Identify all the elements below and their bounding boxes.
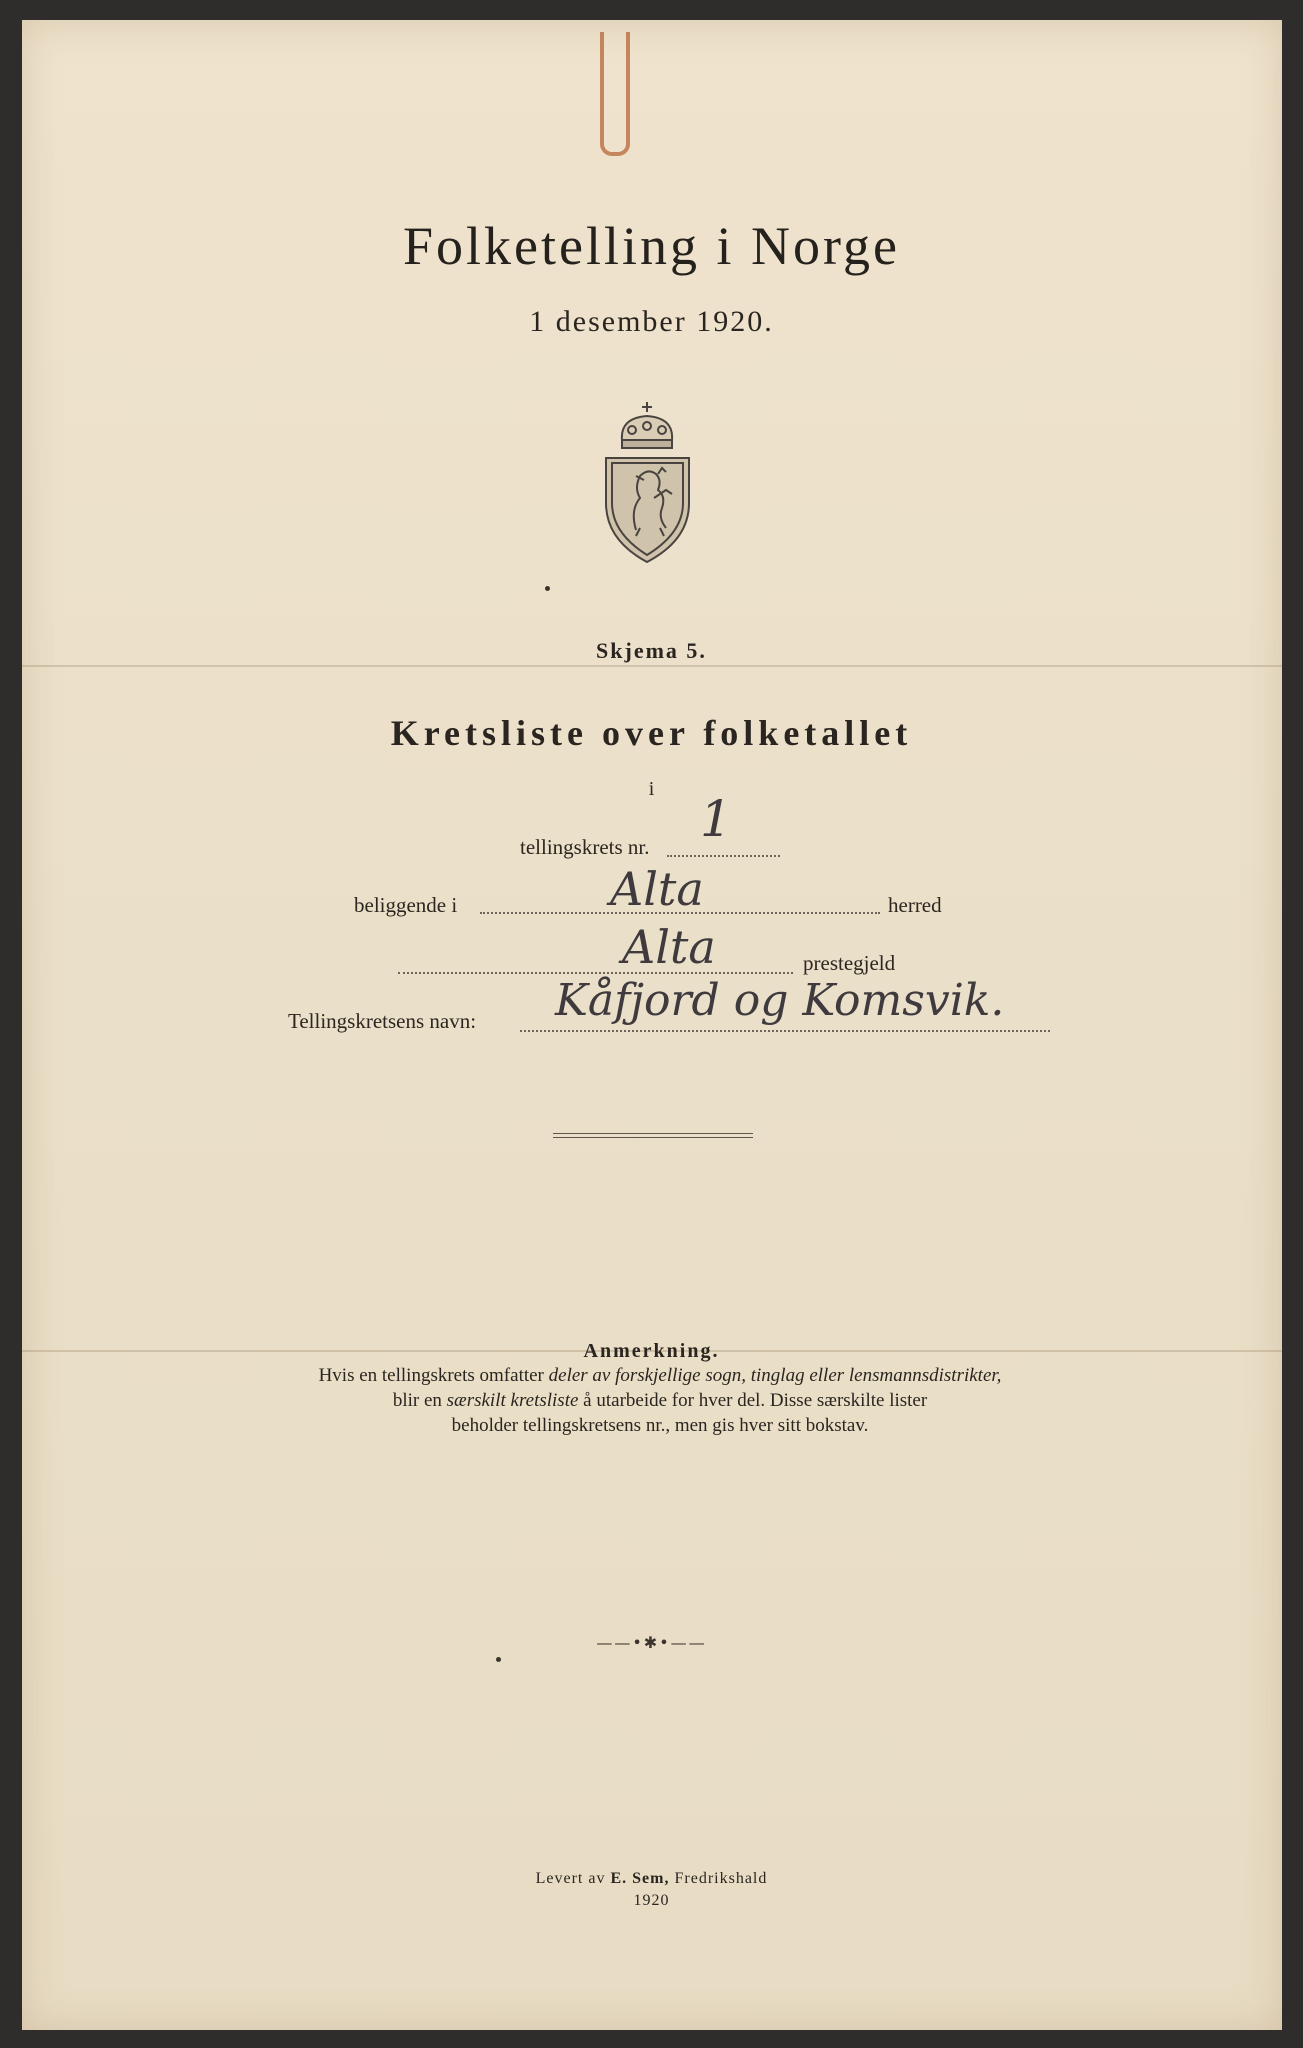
tellingskrets-dotted-line	[667, 855, 780, 857]
census-date: 1 desember 1920.	[529, 305, 774, 338]
printer-footer	[0, 1868, 1303, 1912]
note-line-2-text-a: blir en	[392, 1390, 447, 1411]
prestegjeld-handwritten: Alta	[622, 920, 716, 974]
kretsnavn-dotted-line	[520, 1030, 1050, 1032]
printer-city: Fredrikshald	[669, 1870, 768, 1887]
herred-handwritten: Alta	[610, 862, 704, 916]
note-line-2-emphasis: særskilt kretsliste	[446, 1390, 579, 1411]
kretsnavn-label: Tellingskretsens navn:	[288, 1009, 477, 1033]
note-line-2-text-b: å utarbeide for hver del. Disse særskilte lister	[578, 1390, 928, 1411]
note-line-3: beholder tellingskretsens nr., men gis hver sitt bokstav.	[451, 1415, 869, 1436]
ink-speck	[545, 586, 550, 591]
note-line-1-emphasis: deler av forskjellige sogn, tinglag eller lensmannsdistrikter,	[548, 1365, 1002, 1386]
printer-year: 1920	[633, 1892, 670, 1909]
page-title: Folketelling i Norge	[403, 216, 900, 276]
beliggende-label: beliggende i	[354, 893, 458, 917]
norwegian-coat-of-arms-icon	[600, 400, 695, 565]
note-line-1	[220, 1363, 1100, 1388]
ink-speck	[496, 1657, 501, 1662]
section-divider	[553, 1133, 753, 1138]
note-line-1-text: Hvis en tellingskrets omfatter	[318, 1365, 549, 1386]
herred-label: herred	[888, 893, 942, 917]
ornament-divider: ——•✱•——	[596, 1633, 707, 1652]
tellingskrets-label: tellingskrets nr.	[520, 835, 650, 859]
note-line-2	[220, 1388, 1100, 1413]
printer-name: E. Sem,	[610, 1870, 670, 1887]
fold-line	[22, 665, 1282, 667]
printer-prefix: Levert av	[535, 1870, 611, 1887]
tellingskrets-number-handwritten: 1	[700, 790, 732, 848]
schema-number: Skjema 5.	[596, 638, 707, 663]
kretsnavn-handwritten: Kåfjord og Komsvik.	[555, 975, 1005, 1026]
note-title: Anmerkning.	[583, 1340, 720, 1362]
prestegjeld-label: prestegjeld	[803, 951, 896, 975]
paper-clip-icon	[600, 32, 630, 156]
form-heading: Kretsliste over folketallet	[390, 713, 913, 753]
note-text	[220, 1363, 1100, 1438]
prestegjeld-dotted-line	[398, 972, 793, 974]
printer-line	[0, 1868, 1303, 1890]
preposition-i: i	[648, 778, 655, 800]
